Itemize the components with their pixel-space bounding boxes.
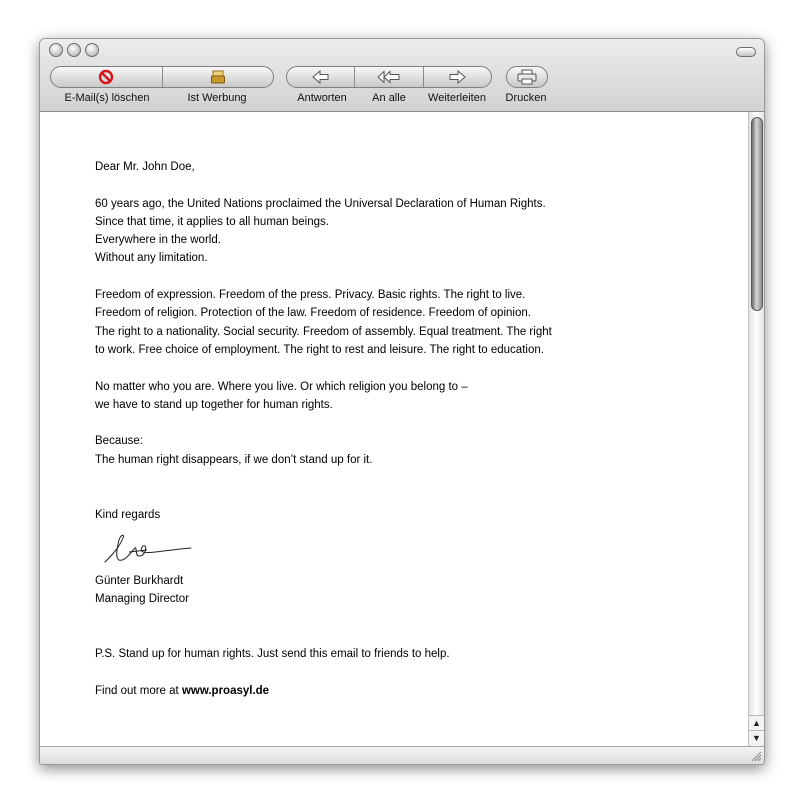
signature [95,524,552,572]
proasyl-link[interactable]: www.proasyl.de [181,684,270,697]
junk-icon [210,69,226,85]
forward-button[interactable] [424,67,491,87]
delete-label[interactable]: E-Mail(s) löschen [64,92,150,104]
delete-icon [97,69,115,85]
para1-line4: Without any limitation. [95,252,208,265]
reply-label[interactable]: Antworten [297,92,347,104]
close-window-button[interactable] [49,43,63,57]
signature-image [101,526,201,570]
vertical-scrollbar[interactable] [748,112,764,746]
forward-label[interactable]: Weiterleiten [428,92,486,104]
print-button-face[interactable] [507,67,547,87]
junk-label[interactable]: Ist Werbung [187,92,247,104]
zoom-window-button[interactable] [85,43,99,57]
para4-line1: Because: [95,435,143,448]
reply-button[interactable] [287,67,355,87]
reply-forward-control [286,66,492,88]
print-icon [516,69,538,85]
status-bar [40,746,764,764]
para1-line1: 60 years ago, the United Nations proclaimed the Universal Declaration of Human Rights. [95,197,546,210]
para2-line4: to work. Free choice of employment. The right to rest and leisure. The right to education. [95,343,544,356]
signer-title: Managing Director [95,593,189,606]
signer-name: Günter Burkhardt [95,574,184,587]
scroll-down-button[interactable]: ▼ [749,730,764,745]
para3-line2: we have to stand up together for human rights. [95,398,333,411]
para2-line2: Freedom of religion. Protection of the law. Freedom of residence. Freedom of opinion. [95,307,531,320]
reply-all-icon [376,70,402,84]
toolbar [40,39,764,112]
more-prefix: Find out more at [95,684,182,697]
mail-window [39,38,765,765]
ps-line: P.S. Stand up for human rights. Just send this email to friends to help. [95,648,450,661]
print-label[interactable]: Drucken [505,92,547,104]
resize-grip-icon[interactable] [751,751,762,762]
para1-line2: Since that time, it applies to all human beings. [95,215,329,228]
reply-icon [311,70,331,84]
message-body [40,112,748,746]
print-button[interactable] [506,66,548,88]
reply-all-button[interactable] [355,67,423,87]
reply-all-label[interactable]: An alle [372,92,406,104]
para3-line1: No matter who you are. Where you live. Or which religion you belong to – [95,380,468,393]
toolbar-toggle-button[interactable] [736,47,756,57]
minimize-window-button[interactable] [67,43,81,57]
junk-button[interactable] [163,67,274,87]
para4-line2: The human right disappears, if we don’t stand up for it. [95,453,373,466]
para1-line3: Everywhere in the world. [95,234,221,247]
delete-junk-control [50,66,274,88]
closing: Kind regards [95,508,161,521]
para2-line1: Freedom of expression. Freedom of the press. Privacy. Basic rights. The right to live. [95,289,526,302]
delete-button[interactable] [51,67,163,87]
scrollbar-thumb[interactable] [751,117,763,311]
forward-icon [447,70,467,84]
scroll-up-button[interactable]: ▲ [749,715,764,730]
greeting: Dear Mr. John Doe, [95,161,195,173]
message-text [95,158,552,700]
para2-line3: The right to a nationality. Social security. Freedom of assembly. Equal treatment. The right [95,325,552,338]
more-line [95,682,552,700]
